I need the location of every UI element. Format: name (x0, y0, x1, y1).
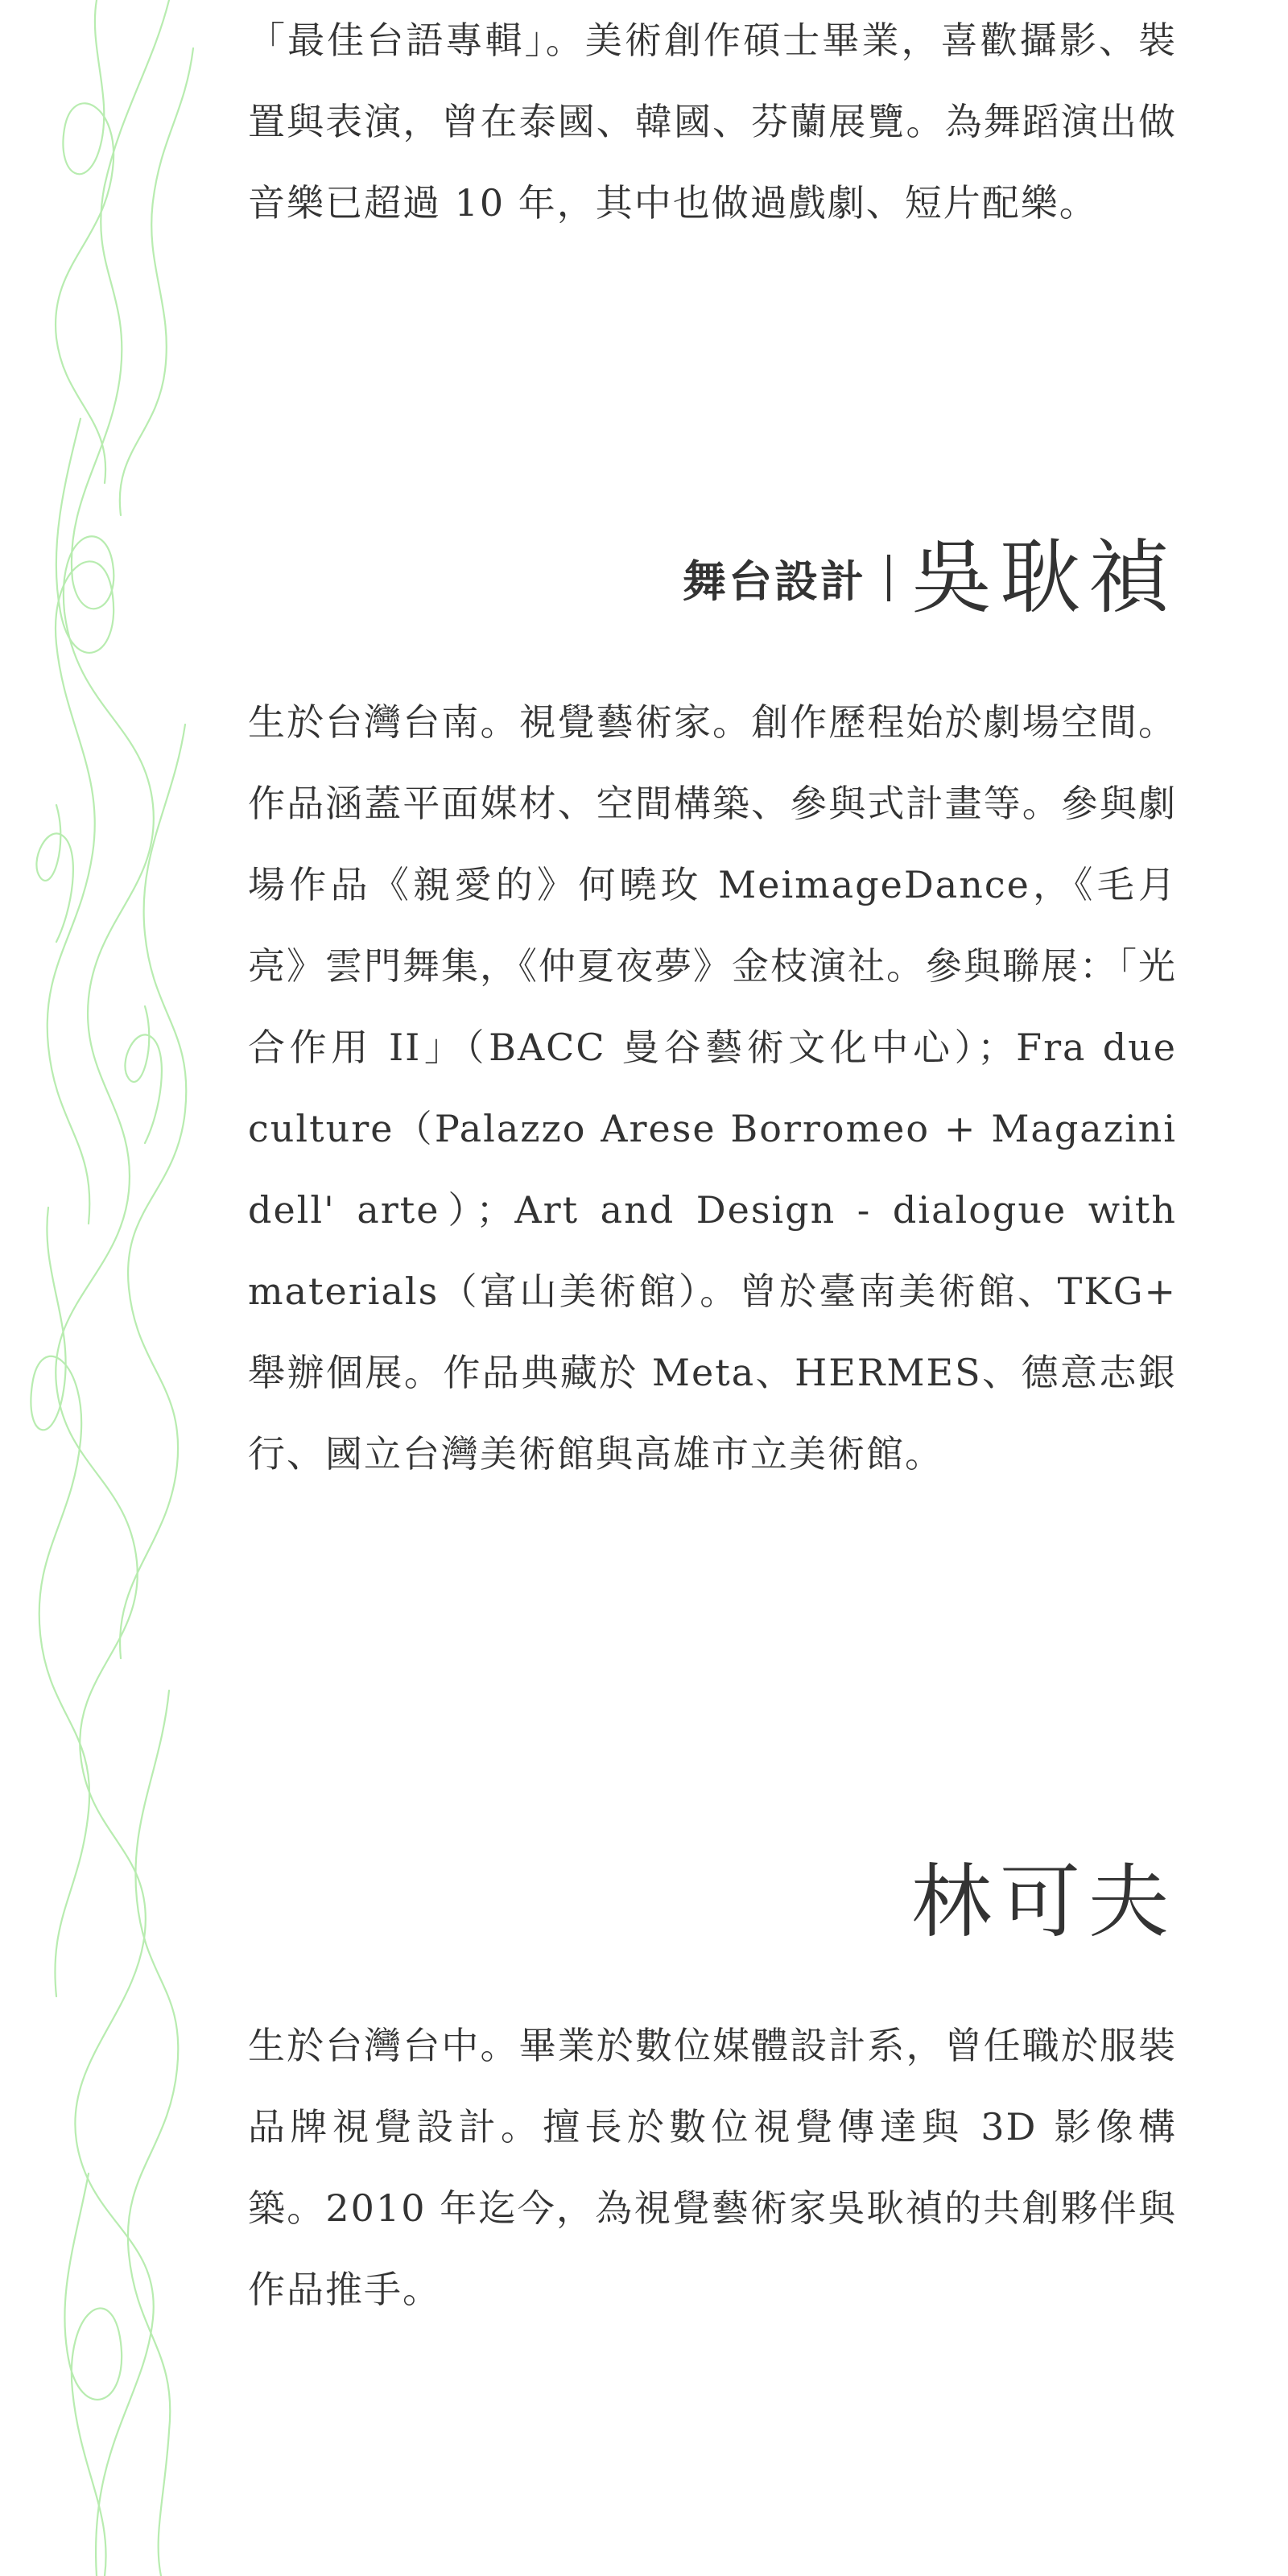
bio-paragraph-composer: 「最佳台語專輯」。美術創作碩士畢業，喜歡攝影、裝置與表演，曾在泰國、韓國、芬蘭展覽。為舞蹈演出做音樂已超過 10 年，其中也做過戲劇、短片配樂。 (248, 19, 1177, 225)
person-name: 林可夫 (911, 1855, 1177, 1949)
bio-paragraph-collaborator: 生於台灣台中。畢業於數位媒體設計系，曾任職於服裝品牌視覺設計。擅長於數位視覺傳達與 3D 影像構築。2010 年迄今，為視覺藝術家吳耿禎的共創夥伴與作品推手。 (248, 2024, 1177, 2311)
bio-paragraph-stage-designer: 生於台灣台南。視覺藝術家。創作歷程始於劇場空間。作品涵蓋平面媒材、空間構築、參與式計畫等。參與劇場作品《親愛的》何曉玫 MeimageDance，《毛月亮》雲門舞集，《仲夏夜夢》金枝演社。參與聯展：「光合作用 II」（BACC 曼谷藝術文化中心）；Fra due culture（Palazzo Arese Borromeo + Magazini dell' arte）；Art and Design - dialogue with materials（富山美術館）。曾於臺南美術館、TKG+ 舉辦個展。作品典藏於 Meta、HERMES、德意志銀行、國立台灣美術館與高雄市立美術館。 (248, 700, 1177, 1476)
bio-heading-stage-design (683, 527, 1177, 629)
handwriting-decoration (0, 0, 242, 2576)
bio-heading-collaborator (911, 1852, 1177, 1953)
person-name: 吳耿禎 (911, 530, 1177, 625)
heading-divider (887, 555, 890, 601)
role-label: 舞台設計 (683, 555, 866, 607)
